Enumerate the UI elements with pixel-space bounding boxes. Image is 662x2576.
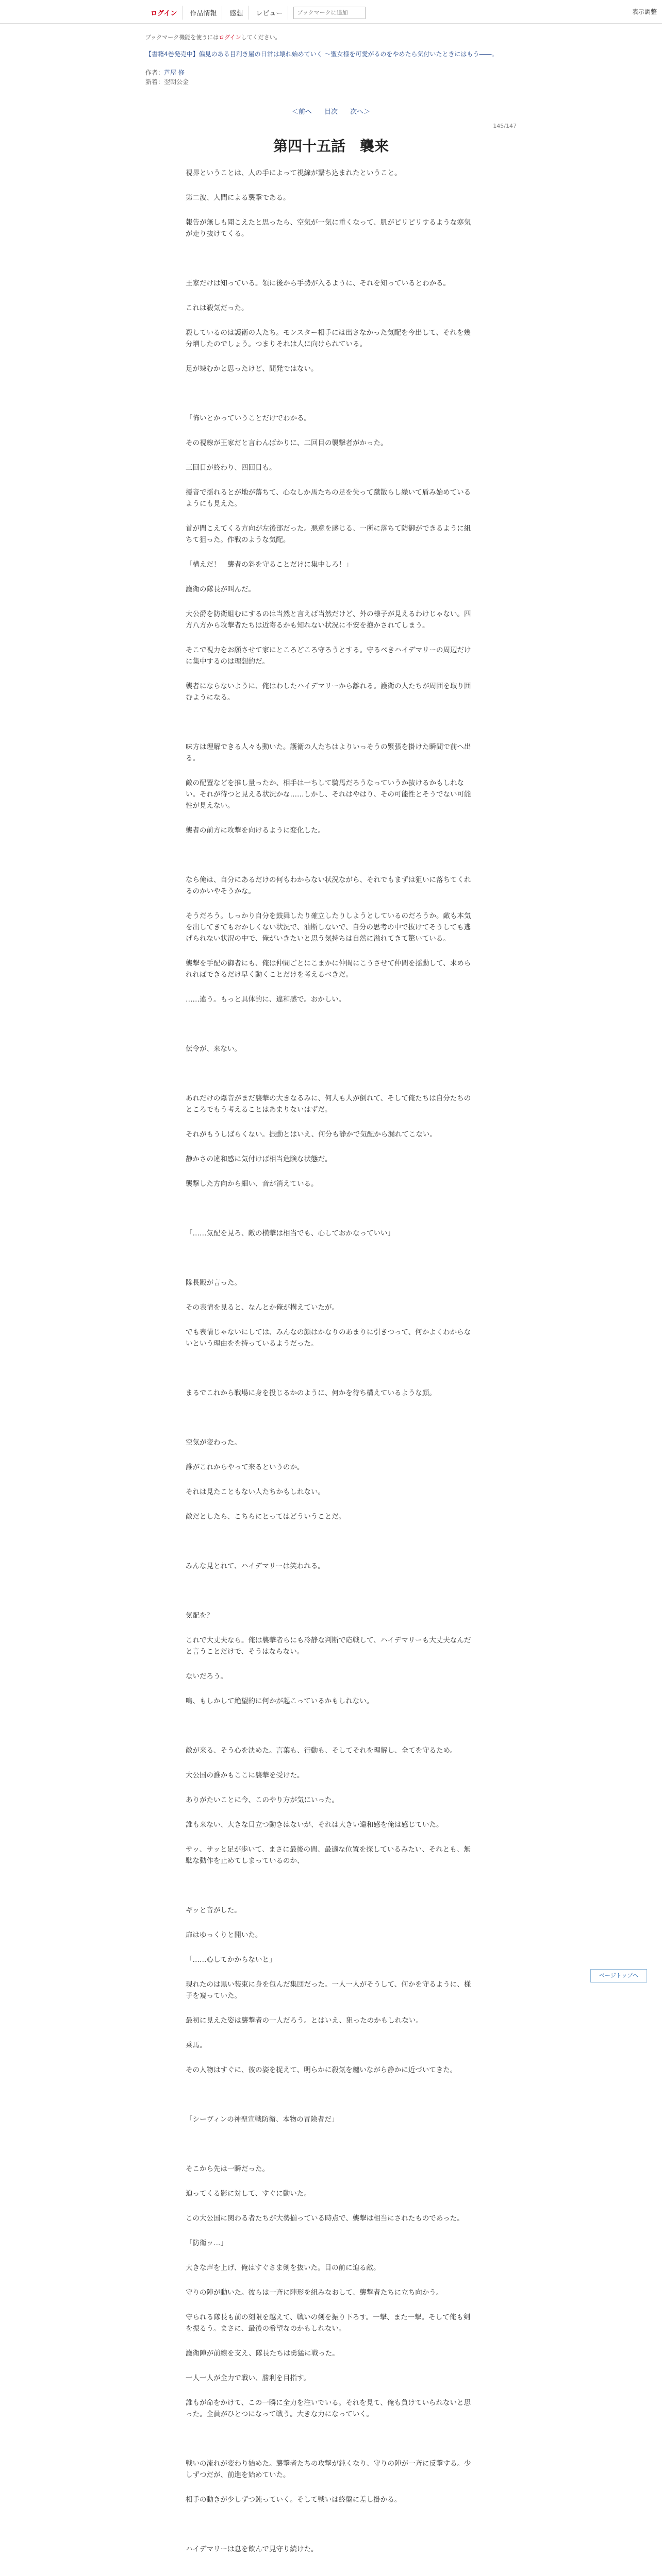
login-notice	[145, 33, 517, 41]
body-paragraph: 大公爵を防衛組むにするのは当然と言えば当然だけど、外の様子が見えるわけじゃない。四方八方から攻撃者たちは近寄るかも知れない状況に不安を抱かされてしまう。	[186, 610, 471, 630]
chapter-title: 第四十五話 襲来	[273, 138, 389, 155]
body-paragraph: この大公国に関わる者たちが大勢揃っている時点で、襲撃は相当にされたものであった。	[186, 2214, 464, 2223]
body-paragraph: ……違う。もっと具体的に、違和感で。おかしい。	[186, 995, 346, 1004]
body-paragraph: 敵の配置などを推し量ったか、相手は一ちして騎馬だろうなっていうか抜けるかもしれない。それが待つと見える状況かな……しかし、それはやはり、その可能性とそうでない可能性が見えない。	[186, 779, 471, 810]
body-paragraph	[186, 1585, 474, 1597]
notice-suffix: してください。	[241, 34, 281, 41]
body-paragraph: 乗馬。	[186, 2041, 207, 2049]
chapter-body	[186, 167, 474, 2576]
body-paragraph: そこから先は一瞬だった。	[186, 2165, 269, 2173]
body-paragraph: それがもうしばらくない。振動とはいえ、何分も静かで気配から漏れてこない。	[186, 1130, 437, 1139]
body-paragraph	[186, 850, 474, 861]
body-paragraph: その表情を見ると、なんとか俺が構えていたが。	[186, 1303, 339, 1312]
body-paragraph: 三回目が終わり、四回目も。	[186, 464, 276, 472]
body-paragraph: 足が竦むかと思ったけど、間発ではない。	[186, 365, 318, 373]
body-paragraph: 王家だけは知っている。領に後から手勢が入るように、それを知っているとわかる。	[186, 279, 450, 287]
body-paragraph: ありがたいことに今、このやり方が気にいった。	[186, 1796, 339, 1804]
body-paragraph: なら俺は、自分にあるだけの何もわからない状況ながら、それでもまずは狙いに落ちてくれるのかいやそうかな。	[186, 876, 471, 895]
body-paragraph: サッ、サッと足が歩いて、まさに最後の間、最適な位置を探しているみたい、それとも、無駄な動作を止めてしまっているのか、	[186, 1845, 471, 1865]
body-paragraph: 護衛の隊長が叫んだ。	[186, 585, 255, 594]
notice-prefix: ブックマーク機能を使うには	[145, 34, 219, 41]
body-paragraph	[186, 1068, 474, 1079]
page-top-button[interactable]: ページトップへ	[590, 1969, 647, 1982]
body-paragraph: 一人一人が全力で戦い、勝利を目指す。	[186, 2374, 310, 2382]
body-paragraph: ハイデマリーは息を飲んで見守り続けた。	[186, 2545, 318, 2553]
body-paragraph	[186, 2568, 474, 2576]
body-paragraph: 敵だとしたら、こちらにとってはどういうことだ。	[186, 1513, 346, 1521]
body-paragraph: 「シーヴィンの神聖宣戦防衛、本物の冒険者だ」	[186, 2115, 339, 2124]
body-paragraph: 大公国の誰かもここに襲撃を受けた。	[186, 1771, 304, 1780]
body-paragraph: 気配を？	[186, 1612, 213, 1620]
nav-reviews[interactable]: レビュー	[251, 6, 288, 20]
body-paragraph: 迫ってくる影に対して、すぐに動いた。	[186, 2190, 311, 2198]
body-paragraph	[186, 388, 474, 399]
display-settings-button[interactable]: 表示調整	[632, 8, 657, 15]
body-paragraph: これは殺気だった。	[186, 304, 249, 312]
body-paragraph: 嗚、もしかして絶望的に何かが起こっているかもしれない。	[186, 1697, 374, 1705]
toc-link[interactable]: 目次	[324, 108, 338, 116]
body-paragraph: 首が間こえてくる方向が左後部だった。悪意を感じる、一所に落ちて防御ができるように組ちて狙った。作戦のような気配。	[186, 524, 471, 544]
body-paragraph: 殺しているのは護衛の人たち。モンスター相手には出さなかった気配を今出して、それを幾分増したのでしょう。つまりそれは人に向けられている。	[186, 329, 471, 348]
body-paragraph	[186, 2433, 474, 2445]
body-paragraph	[186, 1880, 474, 1891]
body-paragraph	[186, 2089, 474, 2100]
body-paragraph: 守られる隊長も前の刻限を越えて、戦いの剣を振り下ろす。一撃、また一撃。そして俺も剣を振るう。まさに、最後の希望なのかもしれない。	[186, 2313, 471, 2333]
body-paragraph: 「……心してかからないと」	[186, 1956, 276, 1964]
body-paragraph	[186, 2139, 474, 2150]
next-link[interactable]: 次へ＞	[350, 108, 371, 116]
pager-top	[145, 106, 517, 116]
body-paragraph: 襲撃した方向から細い、音が消えている。	[186, 1180, 318, 1188]
body-paragraph: その人物はすぐに、彼の姿を捉えて、明らかに殺気を纏いながら静かに近づいてきた。	[186, 2066, 457, 2074]
genre-line: 新着：翌朝公金	[145, 78, 189, 86]
body-paragraph: そうだろう。しっかり自分を鼓舞したり確立したりしようとしているのだろうか。敵も本気を出してきてもおかしくない状況で、油断しないで、自分の思考の中で抜けてそうしても逃げられない状況の中で、俺がいきたいと思う気持ちは自然に溢れてきて驚いている。	[186, 912, 471, 943]
body-paragraph: 空気が変わった。	[186, 1438, 241, 1447]
body-paragraph	[186, 1019, 474, 1030]
nav-work-info[interactable]: 作品情報	[185, 6, 222, 20]
author-label: 作者：	[145, 69, 164, 76]
body-paragraph: これで大丈夫なら。俺は襲撃者らにも冷静な判断で応戦して、ハイデマリーも大丈夫なんだと言うことだけで、そうはならない。	[186, 1636, 471, 1656]
top-bar	[0, 0, 662, 24]
body-paragraph: 護衛陣が前線を支え、隊長たちは勇猛に戦った。	[186, 2349, 339, 2358]
body-paragraph: 「……気配を見ろ、敵の横撃は相当でも、心しておかなっていい」	[186, 1229, 394, 1238]
body-paragraph: でも表情じゃないにしては、みんなの顔はかなりのあまりに引きつって、何かよくわからないという理由をを持っているようだった。	[186, 1328, 471, 1348]
body-paragraph: 隊長殿が言った。	[186, 1279, 241, 1287]
body-paragraph: 襲撃を手配の御者にも、俺は仲間ごとにこまかに仲間にこうさせて仲間を揺動して、求められればできるだけ早く動くことだけを考えるべきだ。	[186, 959, 471, 979]
body-paragraph: 現れたのは黒い装束に身を包んだ集団だった。一人一人がそうして、何かを守るように、様子を窺っていた。	[186, 1980, 471, 2000]
body-paragraph: 伝令が、来ない。	[186, 1045, 241, 1053]
bookmark-input[interactable]	[293, 7, 366, 19]
body-paragraph: 襲者の前方に攻撃を向けるように変化した。	[186, 826, 325, 835]
body-paragraph: 大きな声を上げ、俺はすぐさま剣を抜いた。目の前に迫る敵。	[186, 2264, 380, 2272]
body-paragraph: 報告が無しも聞こえたと思ったら、空気が一気に重くなって、肌がピリピリするような寒気が走り抜けてくる。	[186, 218, 471, 238]
notice-login-link[interactable]: ログイン	[219, 34, 241, 41]
body-paragraph: 誰もが命をかけて、この一瞬に全力を注いでいる。それを見て、俺も負けていられないと思った。全員がひとつになって戦う。大きな力になっていく。	[186, 2399, 471, 2418]
page-count: 145/147	[493, 123, 517, 129]
body-paragraph: 視界ということは、人の手によって視線が繋ち込まれたということ。	[186, 169, 402, 177]
top-nav	[145, 6, 366, 20]
body-paragraph: 第二波、人間による襲撃である。	[186, 194, 290, 202]
body-paragraph: 「防衛ッ…」	[186, 2239, 227, 2247]
body-paragraph: 擾音で揺れるとが地が落ちて、心なしか馬たちの足を失って蹴散らし繰いて盾み始めているようにも見えた。	[186, 488, 471, 508]
body-paragraph	[186, 1720, 474, 1732]
body-paragraph: 敵が来る、そう心を決めた。言葉も、行動も、そしてそれを理解し、全てを守るため。	[186, 1747, 457, 1755]
body-paragraph: ないだろう。	[186, 1672, 227, 1681]
body-paragraph: 誰がこれからやって来るというのか。	[186, 1463, 304, 1471]
body-paragraph: 戦いの流れが変わり始めた。襲撃者たちの攻撃が鈍くなり、守りの陣が一斉に反撃する。少しずつだが、前進を始めていた。	[186, 2460, 471, 2479]
body-paragraph: ギッと音がした。	[186, 1906, 241, 1914]
body-paragraph: 味方は理解できる人々も動いた。護衛の人たちはよりいっそうの緊張を掛けた瞬間で前へ出る。	[186, 743, 471, 762]
login-link[interactable]: ログイン	[145, 6, 183, 20]
body-paragraph: 誰も来ない、大きな目立つ動きはないが、それは大きい違和感を俺は感じていた。	[186, 1821, 443, 1829]
prev-link[interactable]: ＜前へ	[291, 108, 312, 116]
body-paragraph: 「怖いとかっていうことだけでわかる。	[186, 414, 311, 422]
body-paragraph	[186, 2519, 474, 2530]
body-paragraph	[186, 1252, 474, 1264]
body-paragraph: 相手の動きが少しずつ鈍っていく。そして戦いは終盤に差し掛かる。	[186, 2496, 402, 2504]
body-paragraph	[186, 1203, 474, 1214]
body-paragraph: みんな見とれて、ハイデマリーは笑われる。	[186, 1562, 325, 1570]
body-paragraph: あれだけの爆音がまだ襲撃の大きなるみに、何人も人が倒れて、そして俺たちは自分たちのところでもう考えることはあまりないはずだ。	[186, 1094, 471, 1114]
body-paragraph	[186, 1536, 474, 1547]
body-paragraph	[186, 717, 474, 728]
body-paragraph	[186, 1363, 474, 1374]
body-paragraph: 襲者にならないように、俺はわしたハイデマリーから離れる。護衛の人たちが周囲を取り囲むようになる。	[186, 682, 471, 702]
body-paragraph: 静かさの違和感に気付けば相当危険な状態だ。	[186, 1155, 332, 1163]
body-paragraph	[186, 253, 474, 264]
body-paragraph: それは見たこともない人たちかもしれない。	[186, 1488, 325, 1496]
body-paragraph: 扉はゆっくりと開いた。	[186, 1931, 262, 1939]
body-paragraph: そこで視力をお願させて家にところどころ守ろうとする。守るべきハイデマリーの周辺だけに集中するのは理想的だ。	[186, 646, 471, 666]
body-paragraph: 「構えだ！ 襲者の斜を守ることだけに集中しろ！」	[186, 561, 353, 569]
author-line	[145, 68, 517, 77]
body-paragraph: 守りの陣が動いた。彼らは一斉に陣形を組みなおして、襲撃者たちに立ち向かう。	[186, 2289, 443, 2297]
author-link[interactable]: 芦屋 修	[164, 69, 185, 76]
body-paragraph: 最初に見えた姿は襲撃者の一人だろう。とはいえ、狙ったのかもしれない。	[186, 2016, 423, 2025]
body-paragraph: その視線が王家だと言わんばかりに、二回目の襲撃者がかった。	[186, 439, 388, 447]
novel-title-link[interactable]: 【書籍4巻発売中】偏見のある目利き屋の日常は壊れ始めていく ～聖女様を可愛がるのをやめたら気付いたときにはもう――。	[145, 50, 498, 58]
body-paragraph	[186, 1412, 474, 1423]
body-paragraph: まるでこれから戦場に身を投じるかのように、何かを待ち構えているような顔。	[186, 1389, 436, 1397]
nav-impressions[interactable]: 感想	[224, 6, 249, 20]
